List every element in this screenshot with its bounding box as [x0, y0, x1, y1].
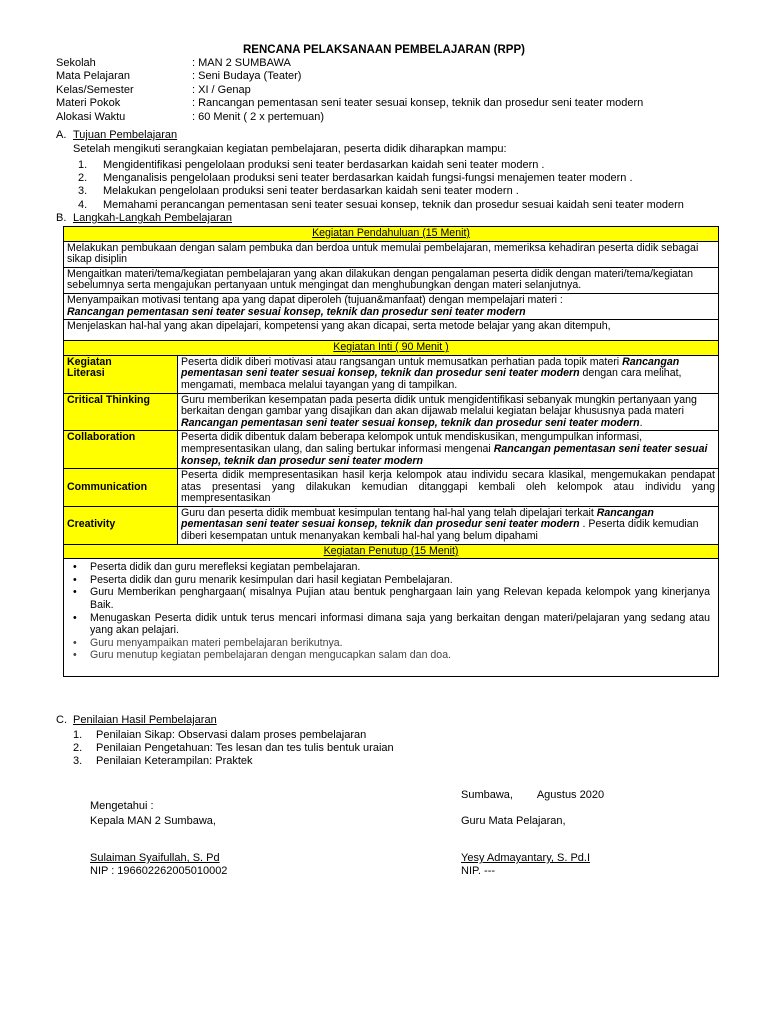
learning-steps-table: [63, 226, 719, 677]
info-row: [56, 57, 736, 70]
cell-text: Peserta didik diberi motivasi atau rangsangan untuk memusatkan perhatian pada topik materi: [181, 355, 620, 368]
section-number: A.: [56, 129, 67, 141]
info-key: Sekolah: [56, 57, 96, 69]
cell-text: .: [639, 416, 643, 429]
item-text: Penilaian Keterampilan: Praktek: [96, 755, 253, 768]
cell-text: Guru memberikan kesempatan pada peserta didik untuk mengidentifikasi sebanyak mungkin pertanyaan yang berkaitan dengan gambar yang disajikan dan akan dijawab melalui kegiatan belajar khususnya pada materi: [181, 393, 697, 418]
section-number: B.: [56, 212, 67, 224]
label-line: Literasi: [67, 367, 105, 380]
section-title: Tujuan Pembelajaran: [73, 129, 178, 141]
info-value: : Rancangan pementasan seni teater sesuai konsep, teknik dan prosedur seni teater modern: [192, 97, 644, 110]
list-item: [78, 199, 758, 212]
item-number: 2.: [78, 172, 88, 185]
item-number: 4.: [78, 198, 88, 211]
list-item: • Guru Memberikan penghargaan( misalnya Pujian atau bentuk penghargaan lain yang Relevan kepada kelompok yang kinerjanya Baik.: [90, 586, 710, 611]
cell-text: Guru dan peserta didik membuat kesimpulan tentang hal-hal yang telah dipelajari terkait: [181, 506, 597, 519]
list-item: [78, 159, 758, 172]
headmaster-name: Sulaiman Syaifullah, S. Pd: [90, 852, 220, 864]
literasi-cell: [178, 355, 719, 393]
item-text: Melakukan pengelolaan produksi seni teater berdasarkan kaidah seni teater modern .: [103, 185, 519, 198]
tujuan-list: [78, 159, 758, 212]
info-value: : MAN 2 SUMBAWA: [192, 57, 291, 69]
item-text: Penilaian Sikap: Observasi dalam proses pembelajaran: [96, 729, 367, 741]
info-key: Kelas/Semester: [56, 83, 134, 96]
table-row: [64, 241, 719, 267]
literasi-label: [64, 355, 178, 393]
table-cell: Menjelaskan hal-hal yang akan dipelajari, kompetensi yang akan dicapai, serta metode belajar yang akan ditempuh,: [64, 320, 719, 341]
table-row: [64, 227, 719, 242]
tujuan-intro: Setelah mengikuti serangkaian kegiatan pembelajaran, peserta didik diharapkan mampu:: [73, 143, 507, 155]
section-c-heading: [56, 714, 217, 726]
info-key: Mata Pelajaran: [56, 70, 130, 83]
item-text: Memahami perancangan pementasan seni teater sesuai konsep, teknik dan prosedur sesuai kaidah seni teater modern: [103, 198, 684, 211]
header-text: Kegiatan Penutup (15 Menit): [323, 544, 459, 557]
info-row: [56, 84, 736, 97]
acknowledged-label: Mengetahui :: [90, 800, 154, 812]
table-row: [64, 506, 719, 544]
list-item: [73, 729, 753, 742]
table-row: [64, 544, 719, 559]
list-item: • Menugaskan Peserta didik untuk terus mencari informasi dimana saja yang berkaitan dengan materi/pelajaran yang sedang atau yang akan pelajari.: [90, 612, 710, 637]
table-row: [64, 341, 719, 356]
topic-text: Rancangan pementasan seni teater sesuai konsep, teknik dan prosedur seni teater modern: [181, 442, 708, 467]
list-item: [73, 755, 753, 768]
teacher-title: Guru Mata Pelajaran,: [461, 815, 566, 827]
info-key: Materi Pokok: [56, 97, 121, 110]
critical-thinking-label: Critical Thinking: [64, 393, 178, 431]
section-title: Penilaian Hasil Pembelajaran: [73, 714, 217, 726]
item-number: 3.: [78, 185, 88, 198]
item-number: 1.: [73, 729, 83, 741]
info-value: : XI / Genap: [192, 83, 251, 96]
communication-label: Communication: [64, 469, 178, 507]
collaboration-cell: [178, 431, 719, 469]
pendahuluan-header: [64, 227, 719, 242]
table-row: [64, 293, 719, 319]
section-b-heading: [56, 212, 232, 224]
section-a-heading: [56, 129, 177, 141]
item-number: 2.: [73, 742, 83, 755]
place-date: Sumbawa, Agustus 2020: [461, 789, 605, 801]
table-row: [64, 559, 719, 677]
penilaian-list: [73, 729, 753, 769]
info-value: : 60 Menit ( 2 x pertemuan): [192, 110, 325, 123]
document-title: RENCANA PELAKSANAAN PEMBELAJARAN (RPP): [243, 44, 525, 56]
motivasi-topic: Rancangan pementasan seni teater sesuai konsep, teknik dan prosedur seni teater modern: [67, 305, 526, 318]
creativity-label: Creativity: [64, 506, 178, 544]
item-number: 1.: [78, 159, 88, 171]
topic-text: Rancangan pementasan seni teater sesuai konsep, teknik dan prosedur seni teater modern: [181, 355, 680, 380]
teacher-name: Yesy Admayantary, S. Pd.I: [461, 852, 591, 864]
cell-text: . Peserta didik kemudian diberi kesempatan untuk menanyakan kembali hal-hal yang belum dipahami: [181, 518, 699, 543]
list-item: • Guru menyampaikan materi pembelajaran berikutnya.: [90, 637, 710, 650]
penutup-list: [67, 561, 710, 662]
list-item: • Peserta didik dan guru merefleksi kegiatan pembelajaran.: [90, 561, 710, 574]
cell-text: Peserta didik dibentuk dalam beberapa kelompok untuk mendiskusikan, mengumpulkan informasi, mempresentasikan ulang, dan saling bertukar informasi mengenai: [181, 431, 643, 455]
info-value: : Seni Budaya (Teater): [192, 70, 302, 83]
table-row: [64, 431, 719, 469]
penutup-header: [64, 544, 719, 559]
list-item: [78, 172, 758, 185]
creativity-cell: [178, 506, 719, 544]
identity-block: [56, 57, 736, 124]
topic-text: Rancangan pementasan seni teater sesuai konsep, teknik dan prosedur seni teater modern: [181, 416, 640, 429]
item-text: Mengidentifikasi pengelolaan produksi seni teater berdasarkan kaidah seni teater modern .: [103, 159, 545, 171]
item-text: Menganalisis pengelolaan produksi seni teater berdasarkan kaidah fungsi-fungsi menajemen teater modern .: [103, 172, 633, 185]
communication-cell: Peserta didik mempresentasikan hasil kerja kelompok atau individu secara klasikal, mengemukakan pendapat atas presentasi yang dilakukan kemudian ditanggapi kembali oleh kelompok atau individu yang mempresentasikan: [178, 469, 719, 507]
table-row: [64, 393, 719, 431]
table-row: [64, 320, 719, 341]
section-number: C.: [56, 714, 67, 726]
info-row: [56, 97, 736, 110]
item-number: 3.: [73, 755, 83, 768]
info-row: [56, 70, 736, 83]
headmaster-title: Kepala MAN 2 Sumbawa,: [90, 815, 216, 827]
table-row: [64, 469, 719, 507]
label-line: Kegiatan: [67, 355, 112, 368]
header-text: Kegiatan Inti ( 90 Menit ): [333, 341, 449, 354]
header-text: Kegiatan Pendahuluan (15 Menit): [312, 227, 470, 239]
cell-text: dengan cara melihat, mengamati, membaca melalui tayangan yang di tampilkan.: [181, 367, 682, 391]
collaboration-label: Collaboration: [64, 431, 178, 469]
list-item: [73, 742, 753, 755]
penutup-cell: [64, 559, 719, 677]
list-item: • Peserta didik dan guru menarik kesimpulan dari hasil kegiatan Pembelajaran.: [90, 574, 710, 587]
item-text: Penilaian Pengetahuan: Tes lesan dan tes tulis bentuk uraian: [96, 742, 394, 755]
table-row: [64, 355, 719, 393]
table-cell: Melakukan pembukaan dengan salam pembuka dan berdoa untuk memulai pembelajaran, memeriksa kehadiran peserta didik sebagai sikap disiplin: [64, 241, 719, 267]
list-item: [78, 185, 758, 198]
table-row: [64, 267, 719, 293]
info-row: [56, 111, 736, 124]
teacher-nip: NIP. ---: [461, 865, 496, 877]
table-cell: [64, 293, 719, 319]
table-cell: Mengaitkan materi/tema/kegiatan pembelajaran yang akan dilakukan dengan pengalaman peserta didik dengan materi/tema/kegiatan sebelumnya serta mengajukan pertanyaan untuk mengingat dan menghubungkan dengan materi selanjutnya.: [64, 267, 719, 293]
list-item: • Guru menutup kegiatan pembelajaran dengan mengucapkan salam dan doa.: [90, 649, 710, 662]
headmaster-nip: NIP : 196602262005010002: [90, 865, 228, 877]
critical-thinking-cell: [178, 393, 719, 431]
section-title: Langkah-Langkah Pembelajaran: [73, 212, 233, 224]
info-key: Alokasi Waktu: [56, 110, 126, 123]
motivasi-text: Menyampaikan motivasi tentang apa yang dapat diperoleh (tujuan&manfaat) dengan mempelajari materi :: [67, 293, 563, 306]
topic-text: Rancangan pementasan seni teater sesuai konsep, teknik dan prosedur seni teater modern: [181, 506, 654, 531]
inti-header: [64, 341, 719, 356]
